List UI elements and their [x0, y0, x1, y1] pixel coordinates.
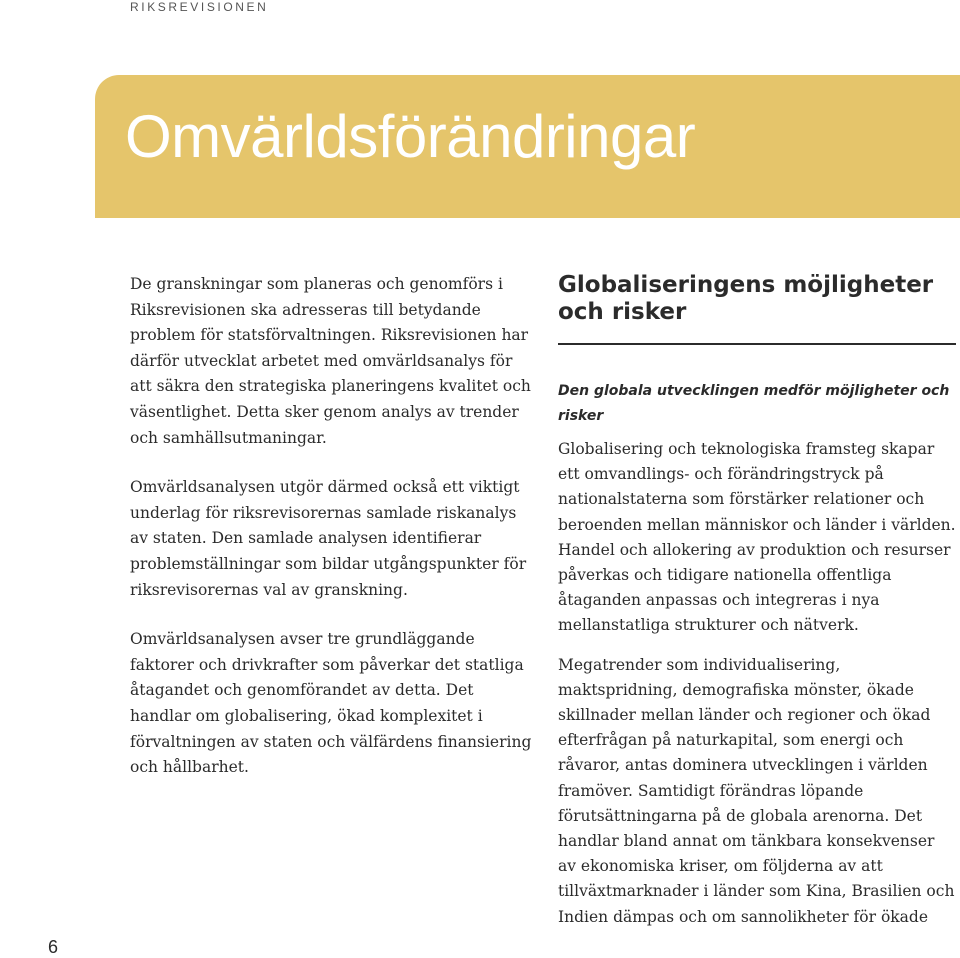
subheading: Den globala utvecklingen medför möjligheter och risker [558, 383, 950, 424]
body-paragraph: Megatrender som individualisering, maktspridning, demografiska mönster, ökade skillnader mellan länder och regioner och ökad efterfrågan på naturkapital, som energi och råvaror, antas dominera utvecklingen i världen framöver. Samtidigt förändras löpande förutsättningarna på de globala arenorna. Det handlar bland annat om tänkbara konsekvenser av ekonomiska kriser, om följderna av att tillväxtmarknader i länder som Kina, Brasilien och Indien dämpas och om sannolikheter för ökade [558, 655, 955, 926]
body-paragraph: De granskningar som planeras och genomförs i Riksrevisionen ska adresseras till betydande problem för statsförvaltningen. Riksrevisionen har därför utvecklat arbetet med omvärldsanalys för att säkra den strategiska planeringens kvalitet och väsentlighet. Detta sker genom analys av trender och samhällsutmaningar. [130, 275, 531, 447]
section-heading-line: och risker [558, 299, 687, 325]
running-header: RIKSREVISIONEN [130, 0, 269, 14]
chapter-banner [95, 75, 960, 218]
body-paragraph: Omvärldsanalysen avser tre grundläggande faktorer och drivkrafter som påverkar det statliga åtagandet och genomförandet av detta. Det handlar om globalisering, ökad komplexitet i förvaltningen av staten och välfärdens finansiering och hållbarhet. [130, 630, 532, 777]
section-divider [558, 343, 956, 345]
chapter-title: Omvärldsförändringar [125, 103, 696, 170]
section-heading [558, 272, 956, 326]
body-paragraph: Omvärldsanalysen utgör därmed också ett viktigt underlag för riksrevisorernas samlade riskanalys av staten. Den samlade analysen identifierar problemställningar som bildar utgångspunkter för riksrevisorernas val av granskning. [130, 478, 527, 599]
page-number: 6 [48, 937, 59, 957]
right-column [558, 272, 956, 944]
section-heading-line: Globaliseringens möjligheter [558, 272, 934, 298]
left-column [130, 272, 535, 805]
body-paragraph: Globalisering och teknologiska framsteg skapar ett omvandlings- och förändringstryck på nationalstaterna som förstärker relationer och beroenden mellan människor och länder i världen. Handel och allokering av produktion och resurser påverkas och tidigare nationella offentliga åtaganden anpassas och integreras i nya mellanstatliga strukturer och nätverk. [558, 440, 956, 635]
